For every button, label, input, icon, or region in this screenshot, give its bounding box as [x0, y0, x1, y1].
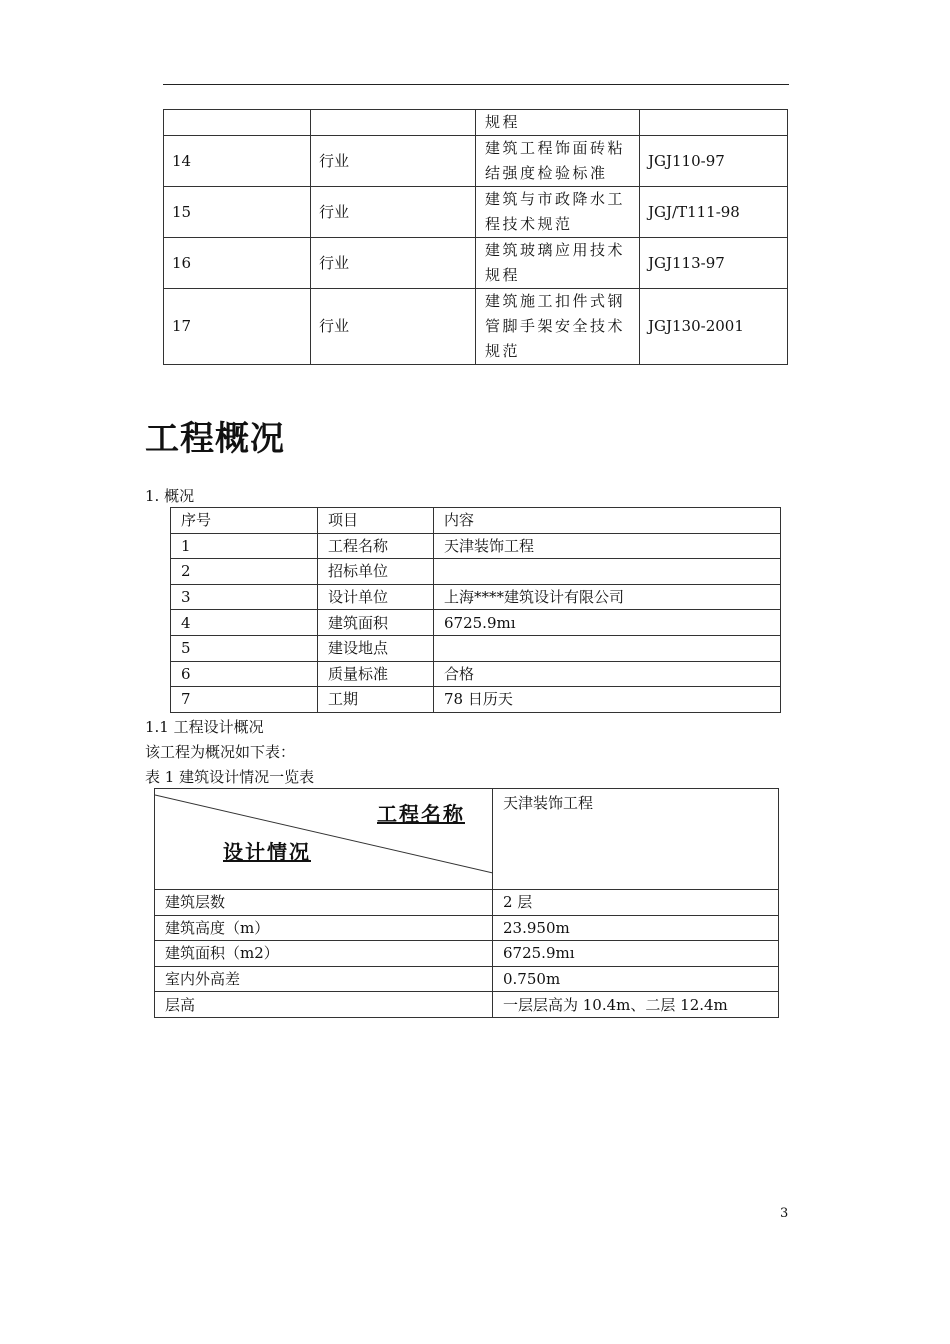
header-project-name: 工程名称	[377, 802, 465, 826]
cell-name: 建筑与市政降水工程技术规范	[476, 187, 640, 238]
table-row	[164, 289, 788, 365]
cell-item: 工程名称	[318, 533, 434, 559]
table-row	[155, 915, 779, 941]
cell-code: JGJ/T111-98	[640, 187, 788, 238]
cell-index: 4	[171, 610, 318, 636]
cell-content	[434, 635, 781, 661]
cell-content: 6725.9mı	[434, 610, 781, 636]
cell-label: 室内外高差	[155, 966, 493, 992]
table-row	[155, 966, 779, 992]
cell-type: 行业	[311, 289, 476, 365]
cell-code: JGJ110-97	[640, 136, 788, 187]
cell-label: 建筑高度（m）	[155, 915, 493, 941]
table-caption: 表 1 建筑设计情况一览表	[145, 768, 315, 786]
section-title: 工程概况	[145, 419, 285, 459]
cell-index: 7	[171, 687, 318, 713]
project-name-cell: 天津装饰工程	[493, 789, 779, 890]
column-header: 序号	[171, 508, 318, 534]
cell-item: 工期	[318, 687, 434, 713]
cell-content	[434, 559, 781, 585]
cell-value: 6725.9mı	[493, 941, 779, 967]
table-header-row	[171, 508, 781, 534]
design-table	[154, 788, 779, 1018]
design-intro: 该工程为概况如下表：	[145, 743, 296, 761]
cell-index: 6	[171, 661, 318, 687]
cell-type: 行业	[311, 136, 476, 187]
standards-table	[163, 109, 788, 365]
cell-value: 23.950m	[493, 915, 779, 941]
table-row	[171, 635, 781, 661]
cell-no	[164, 110, 311, 136]
table-row	[171, 533, 781, 559]
column-header: 内容	[434, 508, 781, 534]
table-row	[171, 559, 781, 585]
cell-index: 1	[171, 533, 318, 559]
cell-index: 3	[171, 584, 318, 610]
cell-index: 2	[171, 559, 318, 585]
cell-item: 设计单位	[318, 584, 434, 610]
cell-type	[311, 110, 476, 136]
cell-label: 建筑面积（m2）	[155, 941, 493, 967]
table-row	[171, 687, 781, 713]
header-rule	[163, 84, 789, 85]
table-row	[155, 941, 779, 967]
cell-type: 行业	[311, 238, 476, 289]
cell-value: 2 层	[493, 890, 779, 916]
table-header-row	[155, 789, 779, 890]
cell-item: 质量标准	[318, 661, 434, 687]
table-row	[171, 610, 781, 636]
cell-item: 建筑面积	[318, 610, 434, 636]
overview-table	[170, 507, 781, 713]
cell-name: 建筑施工扣件式钢管脚手架安全技术规范	[476, 289, 640, 365]
cell-name: 规程	[476, 110, 640, 136]
table-row	[155, 992, 779, 1018]
cell-name: 建筑玻璃应用技术规程	[476, 238, 640, 289]
table-row	[171, 584, 781, 610]
cell-type: 行业	[311, 187, 476, 238]
column-header: 项目	[318, 508, 434, 534]
cell-no: 16	[164, 238, 311, 289]
cell-no: 17	[164, 289, 311, 365]
cell-content: 天津装饰工程	[434, 533, 781, 559]
cell-content: 78 日历天	[434, 687, 781, 713]
cell-no: 15	[164, 187, 311, 238]
cell-name: 建筑工程饰面砖粘结强度检验标准	[476, 136, 640, 187]
cell-code: JGJ130-2001	[640, 289, 788, 365]
cell-content: 上海****建筑设计有限公司	[434, 584, 781, 610]
cell-label: 建筑层数	[155, 890, 493, 916]
cell-item: 招标单位	[318, 559, 434, 585]
diagonal-header-cell	[155, 789, 493, 890]
table-row	[164, 110, 788, 136]
design-heading: 1.1 工程设计概况	[145, 718, 264, 736]
cell-item: 建设地点	[318, 635, 434, 661]
cell-content: 合格	[434, 661, 781, 687]
cell-index: 5	[171, 635, 318, 661]
cell-label: 层高	[155, 992, 493, 1018]
table-row	[171, 661, 781, 687]
overview-heading: 1. 概况	[145, 487, 195, 505]
header-design-info: 设计情况	[223, 840, 311, 864]
cell-value: 一层层高为 10.4m、二层 12.4m	[493, 992, 779, 1018]
cell-code: JGJ113-97	[640, 238, 788, 289]
page-number: 3	[780, 1206, 789, 1221]
table-row	[164, 136, 788, 187]
cell-code	[640, 110, 788, 136]
table-row	[164, 238, 788, 289]
table-row	[164, 187, 788, 238]
cell-value: 0.750m	[493, 966, 779, 992]
cell-no: 14	[164, 136, 311, 187]
table-row	[155, 890, 779, 916]
